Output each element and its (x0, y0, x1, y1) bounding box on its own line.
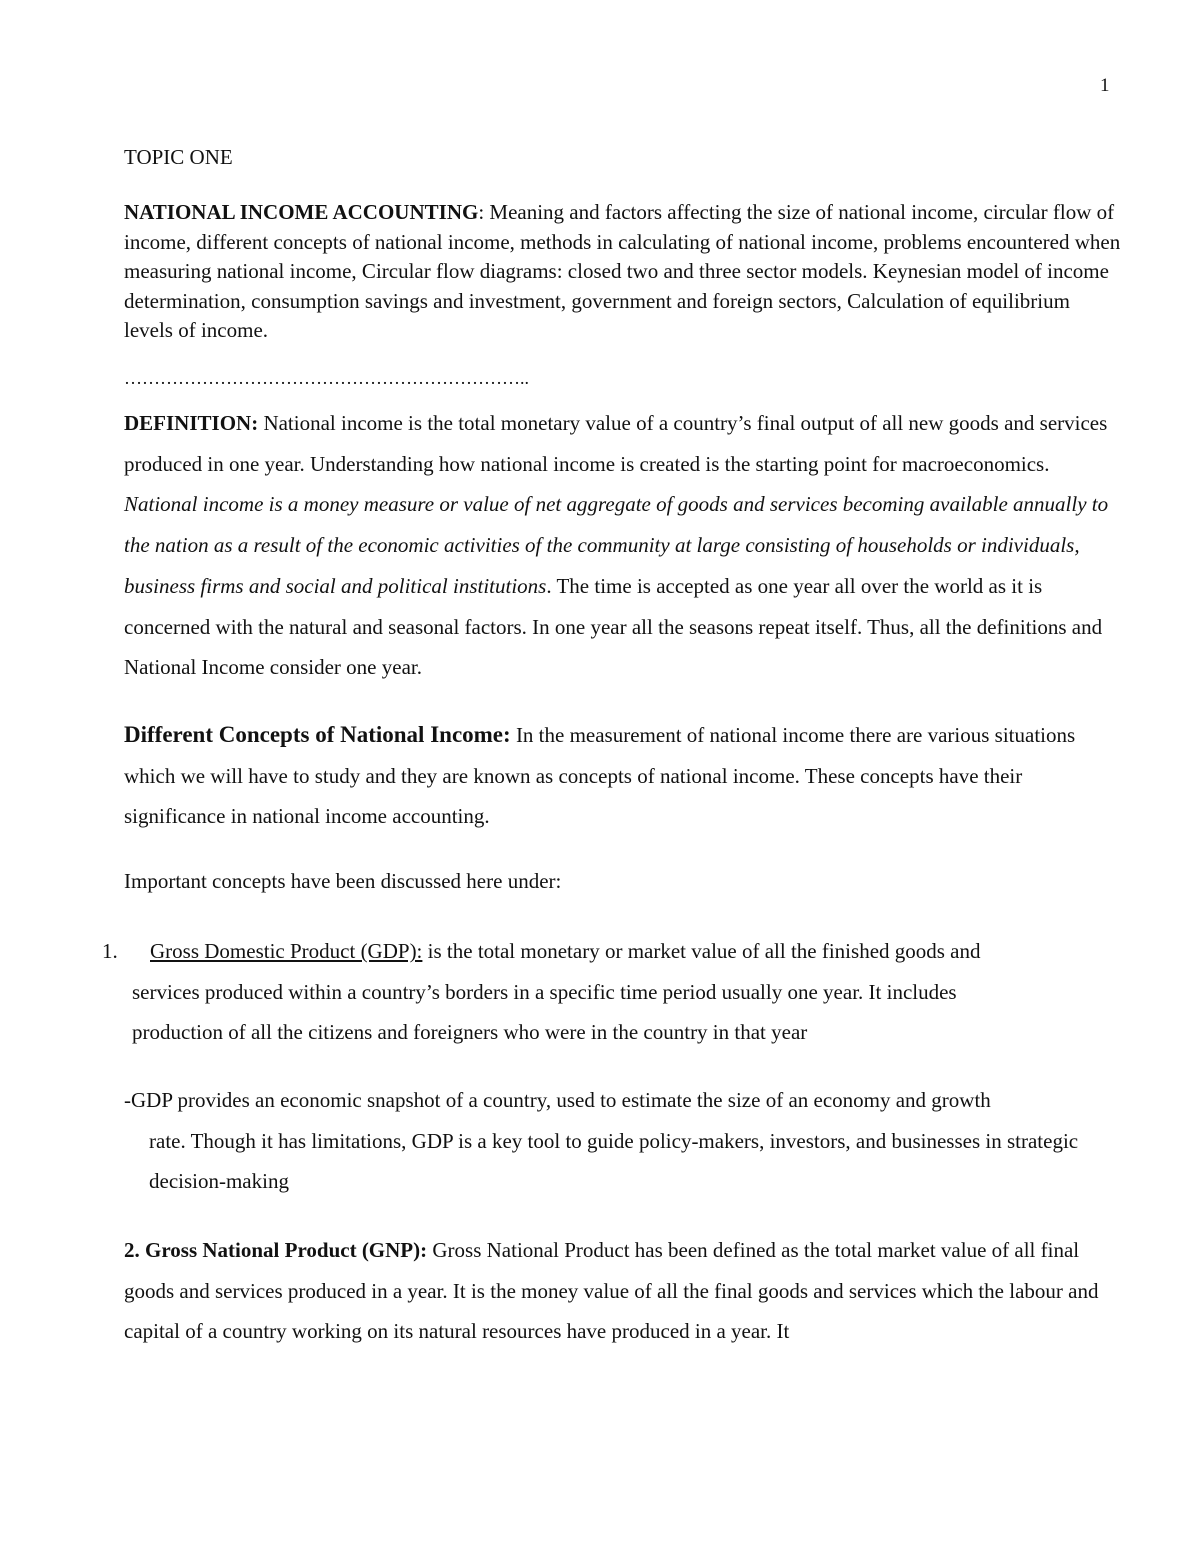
gdp-list-item (102, 931, 1122, 1053)
gdp-text (102, 931, 1122, 1053)
definition-italic-text: National income is a money measure or value of net aggregate of goods and services becoming available annually to the nation as a result of the economic activities of the community at large consisting of households or individuals, business firms and social and political institutions (124, 492, 1109, 598)
separator-line: ………………………………………………………….. (124, 368, 529, 388)
gnp-paragraph (124, 1230, 1124, 1352)
gdp-label: Gross Domestic Product (GDP): (150, 939, 423, 963)
definition-paragraph (124, 403, 1124, 688)
gdp-line-1 (132, 931, 1122, 972)
definition-text-2: . The time is accepted as one year all over the world as it is concerned with the natural and seasonal factors. In one year all the seasons repeat itself. Thus, all the definitions and National Income consider one year. (124, 573, 1103, 680)
summary-text: : Meaning and factors affecting the size of national income, circular flow of income, different concepts of national income, methods in calculating of national income, problems encountered when measuring national income, Circular flow diagrams: closed two and three sector models. Keynesian model of income determination, consumption savings and investment, government and foreign sectors, Calculation of equilibrium levels of income. (124, 200, 1121, 342)
gnp-text: Gross National Product has been defined as the total market value of all final goods and services produced in a year. It is the money value of all the final goods and services which the labour and capital of a country working on its natural resources have produced in a year. It (124, 1238, 1099, 1344)
concepts-text: In the measurement of national income there are various situations which we will have to study and they are known as concepts of national income. These concepts have their significance in national income accounting. (124, 723, 1076, 829)
page-number: 1 (1100, 75, 1110, 96)
concepts-heading: Different Concepts of National Income: (124, 722, 511, 747)
summary-label: NATIONAL INCOME ACCOUNTING (124, 200, 479, 224)
gdp-line-2: services produced within a country’s borders in a specific time period usually one year. It includes (132, 979, 957, 1004)
topic-title: TOPIC ONE (124, 145, 233, 169)
definition-text-1: National income is the total monetary value of a country’s final output of all new goods and services produced in one year. Understanding how national income is created is the starting point for macroeconomics. (124, 411, 1108, 476)
definition-label: DEFINITION: (124, 411, 259, 435)
important-concepts-line: Important concepts have been discussed here under: (124, 869, 562, 893)
gdp-line-3: production of all the citizens and foreigners who were in the country in that year (132, 1020, 808, 1045)
gnp-label: 2. Gross National Product (GNP): (124, 1238, 428, 1262)
gdp-snapshot-line-1: -GDP provides an economic snapshot of a country, used to estimate the size of an economy and growth (124, 1088, 991, 1112)
list-number: 1. (102, 939, 118, 963)
gdp-snapshot-paragraph (124, 1080, 1119, 1202)
gdp-snapshot-rest: rate. Though it has limitations, GDP is a key tool to guide policy-makers, investors, and businesses in strategic decision-making (149, 1128, 1079, 1194)
topic-summary-paragraph (124, 198, 1124, 346)
gdp-line-1-text: is the total monetary or market value of all the finished goods and (422, 939, 981, 963)
concepts-paragraph (124, 715, 1124, 837)
